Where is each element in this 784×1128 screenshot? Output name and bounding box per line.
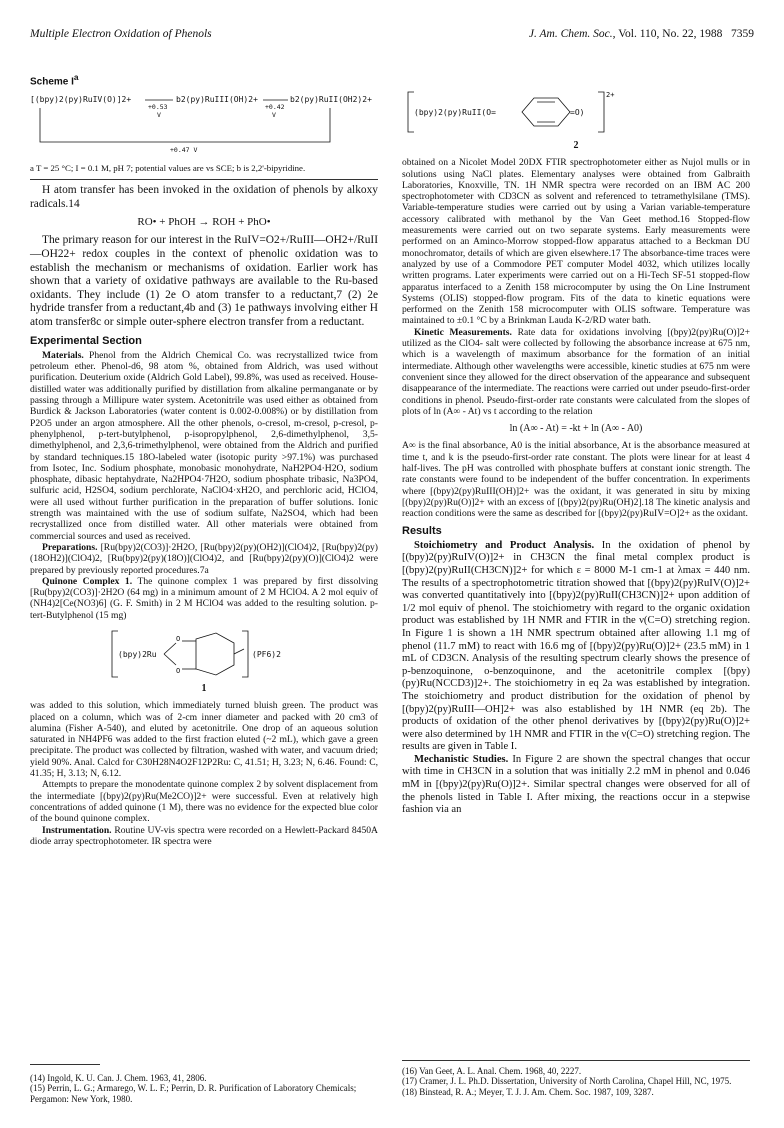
structure-2-charge: 2+ — [606, 91, 615, 99]
running-header — [30, 28, 754, 46]
structure-2-right-bracket — [598, 92, 604, 132]
journal-citation — [529, 28, 754, 40]
reference-17: (17) Cramer, J. L. Ph.D. Dissertation, University of North Carolina, Chapel Hill, NC, 1975. — [402, 1076, 732, 1087]
volume-info: Vol. 110, No. 22, 1988 — [618, 28, 723, 40]
paragraph-interest: The primary reason for our interest in the RuIV=O2+/RuIII—OH2+/RuII—OH22+ redox couples in the context of phenolic oxidation was to establish the mechanism or mechanisms of oxidation. Earlier work has shown that a variety of oxidative pathways are available to the Ru-based oxidants. They include (1) 2e O atom transfer to a reductant,7 (2) 2e hydride transfer from a reductant,4b and (3) 1e pathways involving either H atom transfer8c or simple outer-sphere electron transfer from a reductant. — [30, 234, 378, 328]
left-references — [30, 1073, 378, 1104]
structure-2-metal: (bpy)2(py)RuII(O= — [414, 108, 496, 117]
scheme-rule — [30, 179, 378, 180]
paragraph-quinone-complex: Quinone Complex 1. The quinone complex 1 was prepared by first dissolving [Ru(bpy)2(CO3)]·2H2O (64 mg) in a minimum amount of 2 M HClO4. A 2 mol equiv of (NH4)2[Ce(NO3)6] (G. F. Smith) in 2 M HClO4 was added to the resulting solution. p-tert-Butylphenol (15 mg) — [30, 575, 378, 621]
paragraph-materials: Materials. Phenol from the Aldrich Chemical Co. was recrystallized twice from petroleum ether. Phenol-d6, 98 atom %, obtained from Aldrich, was used without purification. Deuterium oxide (Aldrich Gold Label), 99.8%, was used as received. House-distilled water was additionally purified by distillation from alkaline permanganate or by passing through a Millipure water system. Acetonitrile was used either as obtained from Burdick & Jackson Laboratories (water content is 0.002-0.008%) or by distillation from P2O5 under an argon atmosphere. All the other phenols, o-cresol, m-cresol, p-cresol, p-phenylphenol, p-tert-butylphenol, p-isopropylphenol, 2,6-dimethylphenol, 3,5-dimethylphenol, and 2,3,6-trimethylphenol, were obtained from the Aldrich and purified by standard techniques.15 18O-labeled water (isotopic purity >97.1%) was purchased from Isotec, Inc. Sodium phosphate, monobasic monohydrate, NaH2PO4·H2O, sodium phosphate, dibasic heptahydrate, Na2HPO4·7H2O, sodium phosphate tribasic, Na3PO4, sulfuric acid, H2SO4, sodium perchlorate, NaClO4·xH2O, and perchloric acid, HClO4, were all used without further purification in the preparation of buffer solutions. Ionic strength was maintained with the use of sodium sulfate, Na2SO4, which had been recrystallized once from distilled water. All other materials were obtained from commercial sources and used as received. — [30, 349, 378, 542]
structure-2-oxo: =O) — [570, 108, 585, 117]
scheme-overall-potential: +0.47 V — [170, 145, 198, 154]
section-heading-results: Results — [402, 524, 442, 537]
paragraph-attempts: Attempts to prepare the monodentate quinone complex 2 by solvent displacement from the intermediate [(bpy)2(py)Ru(Me2CO)]2+ were successful. Even at relatively high concentrations of added quinone (1 M), there was no evidence for the expected blue color of the bound quinone complex. — [30, 779, 378, 825]
scheme-diagram — [30, 92, 378, 156]
equation-alkoxy: RO• + PhOH → ROH + PhO• — [137, 216, 271, 229]
right-column — [402, 88, 750, 817]
paragraph-mechanistic: Mechanistic Studies. In Figure 2 are shown the spectral changes that occur with time in CH3CN in a solution that was initially 2.2 mM in phenol and 0.046 mM in [(bpy)2(py)Ru(O)]2+. Similar spectral changes were observed for all of the phenols listed in Table I. After mixing, the reactions occur in a stepwise fashion via an — [402, 753, 751, 816]
reference-14: (14) Ingold, K. U. Can. J. Chem. 1963, 41, 2806. — [30, 1073, 207, 1083]
paragraph-stoichiometry: Stoichiometry and Product Analysis. In the oxidation of phenol by [(bpy)2(py)RuIV(O)]2+ in CH3CN the final metal complex product is [(bpy)2(py)RuII(CH3CN)]2+ for which ε = 8000 M-1 cm-1 at λmax = 440 nm. The results of a spectrophotometric titration showed that [(bpy)2(py)RuIV(O)]2+ was converted quantitatively into [(bpy)2(py)RuII(CH3CN)]2+ upon addition of 1/2 mol equiv of phenol. The stoichiometry with regard to the organic oxidation product was established by 1H NMR and FTIR in the ν(C=O) stretching region. In Figure 1 is shown a 1H NMR spectrum obtained after allowing 1.1 mg of phenol (11.7 mM) to react with 16.6 mg of [(bpy)2(py)Ru(O)]2+ (23.5 mM) in 1 mL of CD3CN. Analysis of the resulting spectrum clearly shows the presence of p-benzoquinone, o-benzoquinone, and the acetonitrile complex [(bpy)(py)Ru(NCCD3)]2+. The stoichiometry in eq 2a was established by integration. The stoichiometry and product distribution for the oxidation of phenol by [(bpy)2(py)RuIII—OH]2+ was also established by 1H NMR (eq 2b). The products of oxidation of the other phenol derivatives by [(bpy)2(py)Ru(O)]2+ were also determined by 1H NMR and FTIR in the ν(C=O) stretching region. The results are given in Table I. — [402, 539, 750, 753]
left-references-rule — [30, 1064, 100, 1065]
right-references-rule — [402, 1060, 750, 1061]
scheme-species-2: b2(py)RuIII(OH)2+ — [176, 94, 258, 104]
paragraph-instrumentation-continued: obtained on a Nicolet Model 20DX FTIR spectrophotometer either as Nujol mulls or in solutions using NaCl plates. Elementary analyses were obtained from Galbraith Laboratories, Knoxville, TN. 1H NMR spectra were recorded on an IBM AC 200 spectrophotometer with CD3CN as solvent and referenced to tetramethylsilane (TMS). Variable-temperature studies were carried out by using a Varian variable-temperature accessory calibrated with methanol by the Van Geet method.16 Stopped-flow measurements were carried out on two separate systems. Early measurements were performed on an Aminco-Morrow stopped-flow apparatus attached to a Beckman DU monochromator, details of which are given elsewhere.17 The absorbance-time traces were analyzed by use of a Commodore PET computer Model 4032, which utilizes locally written programs. Later experiments were carried out on a Hi-Tech SF-51 stopped-flow apparatus interfaced to a Zenith 158 microcomputer by using the On Line Instrument Systems (OLIS) stopped-flow program. Fits of the data to kinetic equations were performed on the Zenith 158 microcomputer with OLIS software. Temperature was maintained to ±0.1 °C by a Brinkman Lauda K-2/RD water bath. — [402, 157, 750, 327]
structure-1 — [104, 627, 304, 681]
scheme-unit-2: V — [272, 110, 276, 119]
scheme-footnote: a T = 25 °C; I = 0.1 M, pH 7; potential values are vs SCE; b is 2,2'-bipyridine. — [30, 162, 306, 173]
paragraph-quinone-continued: was added to this solution, which immediately turned bluish green. The product was placed on a column, which was of 2-cm inner diameter and packed with 20 cm3 of alumina (Fisher A-540), and eluted by acetonitrile. One drop of an aqueous solution saturated in NH4PF6 was added to the first fraction eluted (~2 mL), which gave a green precipitate. The product was collected by filtration, washed with water, and vacuum dried; yield 90%. Anal. Calcd for C30H28N4O2F12P2Ru: C, 41.51; H, 3.23; N, 6.46. Found: C, 41.35; H, 3.13; N, 6.12. — [30, 700, 378, 780]
paragraph-preparations: Preparations. [Ru(bpy)2(CO3)]·2H2O, [Ru(bpy)2(py)(OH2)](ClO4)2, [Ru(bpy)2(py)(18OH2)](ClO4)2, [Ru(bpy)2(py)(18O)](ClO4)2, and [Ru(bpy)2(py)(O)](ClO4)2 were prepared by previously reported procedures.7a — [30, 541, 379, 576]
paragraph-kinetic-measurements: Kinetic Measurements. Rate data for oxidations involving [(bpy)2(py)Ru(O)]2+ utilized as the ClO4- salt were collected by following the absorbance increase at 675 nm, which is a wavelength of maximum absorbance for the formation of an initial intermediate. Although other wavelengths were accessible, kinetic studies at 675 nm were convenient since they allowed for the direct observation of the appearance and subsequent disappearance of the intermediate. The reactions were carried out under pseudo-first-order conditions in phenol. Pseudo-first-order rate constants were calculated from the slopes of plots of ln (A∞ - At) vs t according to the relation — [402, 326, 750, 417]
structure-2-label: 2 — [573, 140, 579, 151]
paragraph-h-atom: H atom transfer has been invoked in the oxidation of phenols by alkoxy radicals.14 — [30, 183, 378, 210]
scheme-species-3: b2(py)RuII(OH2)2+ — [290, 94, 372, 104]
running-title: Multiple Electron Oxidation of Phenols — [30, 28, 212, 40]
reference-16: (16) Van Geet, A. L. Anal. Chem. 1968, 40, 2227. — [402, 1066, 582, 1076]
left-column — [30, 72, 378, 847]
structure-2 — [402, 88, 642, 138]
scheme-title: Scheme $I^a$ — [30, 72, 79, 88]
reference-15: (15) Perrin, L. G.; Armarego, W. L. F.; Perrin, D. R. Purification of Laboratory Chemicals; Pergamon: New York, 1980. — [30, 1083, 357, 1104]
scheme-species-1: [(bpy)2(py)RuIV(O)]2+ — [30, 94, 132, 104]
structure-1-label: 1 — [201, 682, 207, 694]
page-number: 7359 — [731, 28, 754, 40]
reference-18: (18) Binstead, R. A.; Meyer, T. J. J. Am. Chem. Soc. 1987, 109, 3287. — [402, 1086, 654, 1097]
section-heading-experimental: Experimental Section — [30, 334, 142, 347]
paragraph-instrumentation: Instrumentation. Routine UV-vis spectra were recorded on a Hewlett-Packard 8450A diode array spectrophotometer. IR spectra were — [30, 824, 378, 847]
scheme-potential-1: +0.53 — [148, 102, 168, 111]
scheme-overall-bracket — [40, 108, 330, 142]
structure-1-ring — [196, 633, 234, 675]
svg-text:O: O — [176, 666, 181, 675]
equation-first-order: ln (A∞ - At) = -kt + ln (A∞ - A0) — [509, 423, 643, 435]
svg-text:O: O — [176, 634, 181, 643]
structure-1-counterion: (PF6)2 — [252, 649, 281, 659]
structure-1-right-bracket — [242, 631, 248, 677]
right-references — [402, 1066, 750, 1097]
scheme-potential-2: +0.42 — [265, 102, 285, 111]
structure-1-metal: (bpy)2Ru — [118, 649, 157, 659]
paragraph-kinetic-continued: A∞ is the final absorbance, A0 is the initial absorbance, At is the absorbance measured at time t, and k is the pseudo-first-order rate constant. The plots were linear for at least 4 half-lives. The pH was controlled with phosphate buffers at constant ionic strength. The rate constants were found to be independent of the buffer concentration. In experiments where [(bpy)2(py)RuIII(OH)]2+ was the oxidant, it was generated in situ by mixing [(bpy)2(py)Ru(O)]2+ with an excess of [(bpy)2(py)Ru(OH)2].18 The kinetic analysis and reaction conditions were the same as described for [(bpy)2(py)RuIV=O]2+ as the oxidant. — [402, 440, 750, 520]
scheme-unit-1: V — [157, 110, 161, 119]
journal-name: J. Am. Chem. Soc., — [528, 28, 616, 40]
